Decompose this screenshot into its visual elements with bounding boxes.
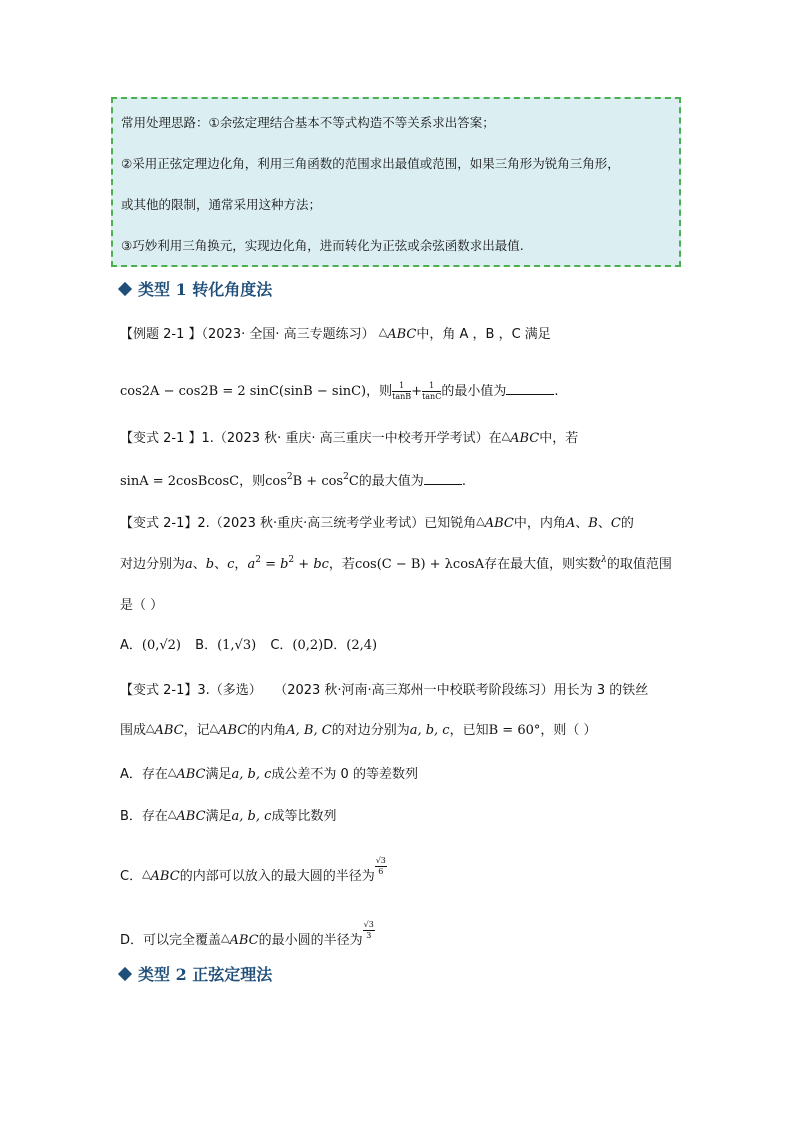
triangle-name: ABC xyxy=(229,933,259,948)
variant-text: 的最大值为 xyxy=(358,474,424,489)
fraction-denominator: tanB xyxy=(392,392,412,401)
exponent: 2 xyxy=(255,555,261,565)
lambda-symbol: λ xyxy=(601,555,607,565)
option-letter: A． xyxy=(120,638,142,653)
option-text: 成公差不为 0 的等差数列 xyxy=(271,767,418,782)
triangle-name: ABC xyxy=(150,869,180,884)
variant-text: ，则（ ） xyxy=(540,723,597,738)
side-labels: a, b, c xyxy=(231,809,272,824)
variant-text: 中，内角 xyxy=(513,516,566,531)
heading-text: 类型 1 转化角度法 xyxy=(138,280,273,299)
formula-part: + bc xyxy=(294,557,329,572)
variant2-line-3: 是（ ） xyxy=(120,598,164,613)
option-text: A．存在 xyxy=(120,767,168,782)
variant-text: 存在最大值，则实数 xyxy=(484,557,602,572)
separator: 、 xyxy=(575,516,589,531)
variant-text: 的 xyxy=(620,516,634,531)
example-text: 的最小值为 xyxy=(441,384,507,399)
triangle-symbol: △ xyxy=(167,765,177,778)
side-label: b xyxy=(205,557,215,572)
variant-formula: sinA = 2cosBcosC xyxy=(120,474,240,489)
variant-source: （2023 秋·重庆·高三统考学业考试）已知锐角 xyxy=(209,516,477,531)
option-text: 满足 xyxy=(205,809,232,824)
separator: 、 xyxy=(192,557,206,572)
example-source: （2023· 全国· 高三专题练习） xyxy=(201,327,375,342)
option-value: (0,√2) xyxy=(141,638,182,653)
variant-source: （2023 秋·河南·高三郑州一中校联考阶段练习）用长为 3 的铁丝 xyxy=(274,683,649,698)
option-b[interactable] xyxy=(195,638,256,653)
variant-formula: cos(C − B) + λcosA xyxy=(354,557,485,572)
formula-part: C xyxy=(348,474,359,489)
tips-box xyxy=(111,97,681,267)
fraction-numerator: √3 xyxy=(375,856,386,865)
variant-tag: 【变式 2-1】3. xyxy=(120,683,210,698)
diamond-bullet-icon xyxy=(118,967,132,981)
fraction-denominator: tanC xyxy=(422,392,442,401)
formula-part: cos xyxy=(265,474,287,489)
angle-label: A xyxy=(565,516,576,531)
option-text: C． xyxy=(120,869,143,884)
exponent: 2 xyxy=(288,555,295,565)
triangle-name: ABC xyxy=(176,767,206,782)
fraction-denominator: 3 xyxy=(366,931,372,940)
option-text: 成等比数列 xyxy=(271,809,337,824)
variant-text: ，已知 xyxy=(449,723,489,738)
side-label: a xyxy=(185,557,193,572)
variant-source: （2023 秋· 重庆· 高三重庆一中校考开学考试）在 xyxy=(213,431,502,446)
triangle-name: ABC xyxy=(154,723,184,738)
variant-tag: 【变式 2-1 】1. xyxy=(120,431,214,446)
side-labels: a, b, c xyxy=(409,723,450,738)
triangle-symbol: △ xyxy=(209,721,219,734)
variant2-line-2 xyxy=(120,553,672,572)
variant-tag: 【变式 2-1】2. xyxy=(120,516,210,531)
section-heading-type2 xyxy=(120,962,272,985)
option-letter: B． xyxy=(195,638,218,653)
variant-text: ，记 xyxy=(183,723,210,738)
example-line-2 xyxy=(120,380,558,402)
triangle-symbol: △ xyxy=(142,867,151,880)
variant1-line-2 xyxy=(120,470,466,489)
side-label: c xyxy=(227,557,235,572)
fraction xyxy=(363,920,375,941)
answer-blank[interactable] xyxy=(424,484,462,485)
option-text: B．存在 xyxy=(120,809,168,824)
option-letter: D． xyxy=(323,638,347,653)
tip-line-1: 常用处理思路：①余弦定理结合基本不等式构造不等关系求出答案； xyxy=(121,115,495,130)
plus-sign: + xyxy=(411,384,423,399)
example-tag: 【例题 2-1 】 xyxy=(120,327,202,342)
formula-part: a xyxy=(247,557,256,572)
triangle-name: ABC xyxy=(510,431,540,446)
exponent: 2 xyxy=(343,472,349,482)
variant3-option-d[interactable] xyxy=(120,920,375,948)
variant2-options xyxy=(120,634,377,653)
option-value: (0,2) xyxy=(292,638,324,653)
triangle-name: ABC xyxy=(218,723,248,738)
option-c[interactable] xyxy=(270,638,323,653)
variant-text: 的取值范围 xyxy=(606,557,672,572)
section-heading-type1 xyxy=(120,277,272,300)
separator: 、 xyxy=(214,557,228,572)
option-text: 的内部可以放入的最大圆的半径为 xyxy=(179,869,375,884)
variant3-option-a[interactable] xyxy=(120,763,418,782)
fraction-denominator: 6 xyxy=(378,867,384,876)
triangle-name: ABC xyxy=(387,327,417,342)
option-d[interactable] xyxy=(323,638,377,653)
triangle-name: ABC xyxy=(484,516,514,531)
variant-text: 的内角 xyxy=(247,723,287,738)
triangle-name: ABC xyxy=(176,809,206,824)
triangle-symbol: △ xyxy=(501,429,511,442)
separator: 、 xyxy=(597,516,611,531)
option-text: 的最小圆的半径为 xyxy=(258,933,363,948)
variant-text: 中，若 xyxy=(539,431,579,446)
side-labels: a, b, c xyxy=(231,767,272,782)
exponent: 2 xyxy=(286,472,293,482)
variant-text: ，则 xyxy=(239,474,266,489)
tip-line-3: 或其他的限制，通常采用这种方法； xyxy=(121,197,322,212)
variant-text: ，若 xyxy=(328,557,355,572)
variant-text: 的对边分别为 xyxy=(331,723,410,738)
tip-line-2: ②采用正弦定理边化角，利用三角函数的范围求出最值或范围，如果三角形为锐角三角形， xyxy=(121,156,620,171)
variant3-option-b[interactable] xyxy=(120,805,336,824)
angle-labels: A, B, C xyxy=(286,723,332,738)
option-value: (1,√3) xyxy=(217,638,257,653)
fraction xyxy=(422,381,441,402)
formula-part: = b xyxy=(260,557,289,572)
triangle-symbol: △ xyxy=(378,325,388,338)
answer-blank[interactable] xyxy=(506,394,554,395)
tip-line-4: ③巧妙利用三角换元，实现边化角，进而转化为正弦或余弦函数求出最值. xyxy=(121,238,524,253)
fraction xyxy=(375,856,387,877)
triangle-symbol: △ xyxy=(221,931,230,944)
fraction-numerator: 1 xyxy=(392,381,411,392)
variant3-line-1 xyxy=(120,679,648,698)
triangle-symbol: △ xyxy=(476,514,485,527)
multi-select-tag: （多选） xyxy=(209,683,262,698)
variant-text: 对边分别为 xyxy=(120,557,186,572)
variant1-line-1 xyxy=(120,427,578,446)
example-text: 中，角 A ，B ，C 满足 xyxy=(416,327,551,342)
example-formula: cos2A − cos2B = 2 sinC(sinB − sinC) xyxy=(120,384,367,399)
angle-label: C xyxy=(610,516,621,531)
triangle-symbol: △ xyxy=(167,807,177,820)
option-text: 满足 xyxy=(205,767,232,782)
option-a[interactable] xyxy=(120,638,181,653)
variant3-option-c[interactable] xyxy=(120,856,387,884)
option-value: (2,4) xyxy=(346,638,378,653)
option-text: D．可以完全覆盖 xyxy=(120,933,222,948)
formula-part: B + cos xyxy=(292,474,344,489)
triangle-symbol: △ xyxy=(146,721,155,734)
example-line-1 xyxy=(120,323,551,342)
fraction-numerator: √3 xyxy=(363,920,374,929)
diamond-bullet-icon xyxy=(118,282,132,296)
separator: ， xyxy=(234,557,248,572)
period: . xyxy=(554,384,559,399)
option-letter: C． xyxy=(270,638,293,653)
example-text: ，则 xyxy=(366,384,393,399)
variant3-line-2 xyxy=(120,719,597,738)
fraction xyxy=(392,381,411,402)
heading-text: 类型 2 正弦定理法 xyxy=(138,965,273,984)
variant-text: 围成 xyxy=(120,723,147,738)
variant2-line-1 xyxy=(120,512,634,531)
angle-label: B xyxy=(588,516,598,531)
fraction-numerator: 1 xyxy=(422,381,441,392)
variant-formula: B = 60° xyxy=(488,723,541,738)
period: . xyxy=(461,474,466,489)
